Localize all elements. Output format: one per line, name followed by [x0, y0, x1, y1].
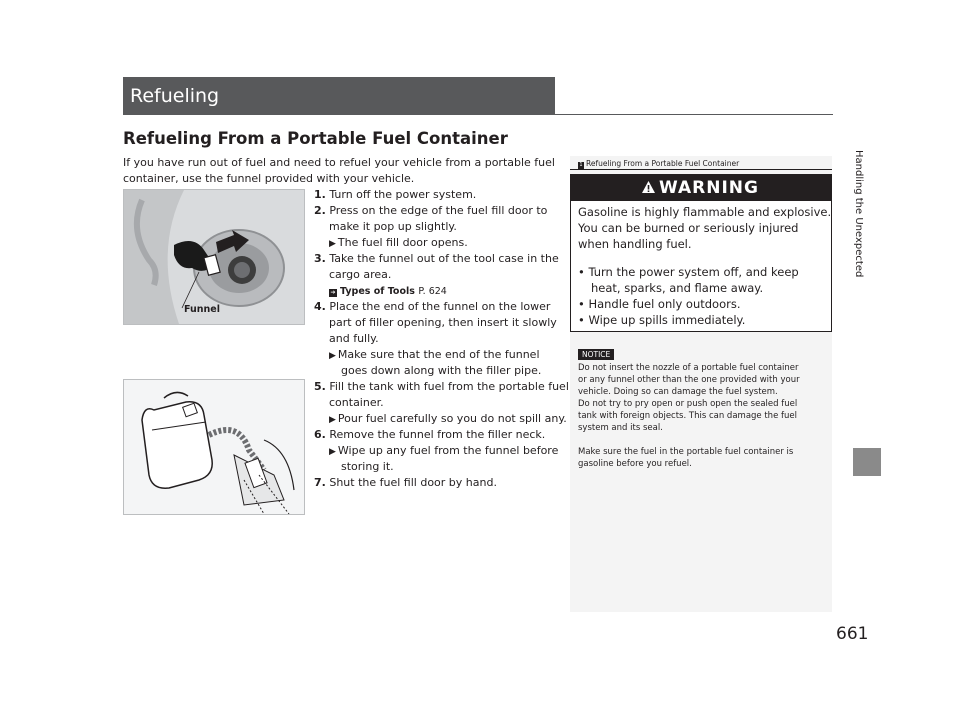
- result-text: Wipe up any fuel from the funnel before: [337, 444, 559, 457]
- warning-bullet-1-line-2: heat, sparks, and flame away.: [591, 281, 764, 295]
- step-text: Press on the edge of the fuel fill door to: [329, 204, 548, 217]
- fuel-door-figure: [123, 189, 305, 325]
- notice-line-3: vehicle. Doing so can damage the fuel system.: [578, 387, 778, 397]
- step-4-result: [329, 347, 540, 364]
- warning-line-3: when handling fuel.: [578, 237, 692, 251]
- step-number: 5.: [314, 380, 326, 393]
- step-text: Turn off the power system.: [329, 188, 477, 201]
- notice-line-9: gasoline before you refuel.: [578, 459, 692, 469]
- side-tab-label: Handling the Unexpected: [853, 150, 864, 278]
- step-text: Fill the tank with fuel from the portable fuel: [329, 380, 569, 393]
- step-number: 7.: [314, 476, 326, 489]
- result-arrow-icon: ▶: [329, 415, 336, 425]
- warning-triangle-icon: [641, 180, 656, 194]
- notice-line-4: Do not try to pry open or push open the sealed fuel: [578, 399, 798, 409]
- notice-line-1: Do not insert the nozzle of a portable fuel container: [578, 363, 799, 373]
- ref-title: Types of Tools: [340, 286, 415, 297]
- step-5: [314, 379, 569, 395]
- bullet-text: Turn the power system off, and keep: [588, 265, 799, 279]
- warning-bullet-3: [578, 312, 745, 328]
- warning-label-text: WARNING: [659, 178, 759, 198]
- page-heading: Refueling From a Portable Fuel Container: [123, 129, 508, 148]
- result-text: The fuel fill door opens.: [337, 236, 468, 249]
- intro-line-1: If you have run out of fuel and need to refuel your vehicle from a portable fuel: [123, 156, 555, 169]
- notice-badge: NOTICE: [578, 349, 614, 360]
- page-number: 661: [836, 624, 869, 644]
- step-text: Take the funnel out of the tool case in the: [329, 252, 559, 265]
- step-text: Place the end of the funnel on the lower: [329, 300, 551, 313]
- result-arrow-icon: ▶: [329, 239, 336, 249]
- step-4: [314, 299, 550, 315]
- side-tab[interactable]: [853, 448, 881, 476]
- warning-label: [600, 178, 800, 198]
- step-2: [314, 203, 547, 219]
- side-tab-label-container: [853, 150, 867, 410]
- notice-line-5: tank with foreign objects. This can damage the fuel: [578, 411, 797, 421]
- reference-arrow-icon: ➔: [330, 289, 336, 296]
- bullet-icon: •: [578, 265, 585, 279]
- step-5-result: [329, 411, 567, 428]
- bullet-icon: •: [578, 313, 585, 327]
- step-number: 1.: [314, 188, 326, 201]
- step-3: [314, 251, 559, 267]
- warning-line-2: You can be burned or seriously injured: [578, 221, 799, 235]
- step-number: 3.: [314, 252, 326, 265]
- types-of-tools-ref[interactable]: [329, 283, 447, 300]
- bullet-text: Wipe up spills immediately.: [588, 313, 746, 327]
- step-number: 4.: [314, 300, 326, 313]
- step-text: Shut the fuel fill door by hand.: [329, 476, 497, 489]
- notes-title: [578, 159, 739, 169]
- step-number: 6.: [314, 428, 326, 441]
- pouring-illustration: [124, 380, 304, 514]
- bullet-text: Handle fuel only outdoors.: [588, 297, 741, 311]
- pouring-figure: [123, 379, 305, 515]
- warning-bullet-1: [578, 264, 799, 280]
- step-3-line-2: cargo area.: [329, 268, 392, 281]
- step-2-result: [329, 235, 468, 252]
- result-arrow-icon: ▶: [329, 447, 336, 457]
- step-4-line-2: part of filler opening, then insert it slowly: [329, 316, 557, 329]
- step-5-line-2: container.: [329, 396, 384, 409]
- header-rule: [555, 114, 833, 115]
- step-4-line-3: and fully.: [329, 332, 379, 345]
- step-1: [314, 187, 476, 203]
- ref-page: P. 624: [418, 286, 447, 297]
- section-title: Refueling: [130, 85, 220, 107]
- funnel-label: Funnel: [184, 304, 221, 315]
- warning-line-1: Gasoline is highly flammable and explosive.: [578, 205, 832, 219]
- notes-title-text: Refueling From a Portable Fuel Container: [586, 159, 740, 168]
- notice-line-6: system and its seal.: [578, 423, 663, 433]
- notice-line-8: Make sure the fuel in the portable fuel container is: [578, 447, 794, 457]
- bullet-icon: •: [578, 297, 585, 311]
- step-6: [314, 427, 545, 443]
- result-text: Pour fuel carefully so you do not spill any.: [337, 412, 567, 425]
- step-7: [314, 475, 497, 491]
- note-marker-icon: 1: [579, 162, 583, 168]
- step-6-result: [329, 443, 558, 460]
- step-text: Remove the funnel from the filler neck.: [329, 428, 546, 441]
- result-text: Make sure that the end of the funnel: [337, 348, 540, 361]
- step-2-line-2: make it pop up slightly.: [329, 220, 457, 233]
- result-arrow-icon: ▶: [329, 351, 336, 361]
- step-6-result-line-2: storing it.: [341, 460, 394, 473]
- intro-line-2: container, use the funnel provided with your vehicle.: [123, 172, 415, 185]
- step-4-result-line-2: goes down along with the filler pipe.: [341, 364, 542, 377]
- notes-rule: [570, 169, 832, 170]
- warning-bullet-2: [578, 296, 741, 312]
- step-number: 2.: [314, 204, 326, 217]
- notice-line-2: or any funnel other than the one provided with your: [578, 375, 800, 385]
